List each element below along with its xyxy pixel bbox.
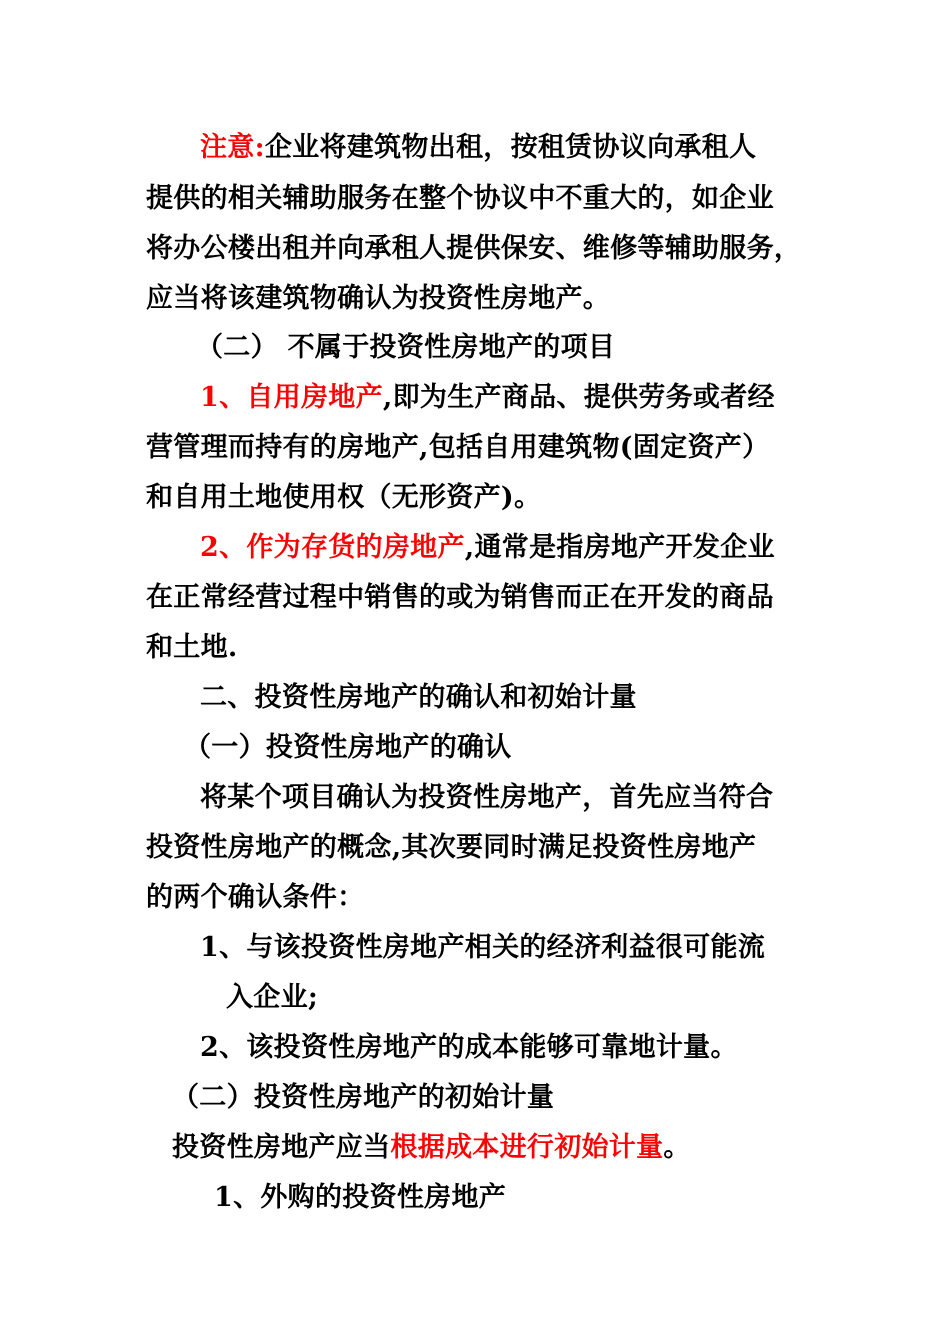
paragraph-text: 在正常经营过程中销售的或为销售而正在开发的商品	[146, 582, 774, 613]
heading-text: 1、外购的投资性房地产	[214, 1182, 507, 1213]
note-line-4	[146, 282, 610, 316]
heading-text: （二） 不属于投资性房地产的项目	[196, 332, 616, 363]
paragraph-text: 入企业;	[226, 982, 319, 1013]
paragraph-text: ,通常是指房地产开发企业	[464, 532, 775, 563]
paragraph-text: 和土地.	[146, 632, 238, 663]
paragraph-text: 投资性房地产应当	[172, 1132, 391, 1163]
section-heading-recognition-measurement	[200, 681, 637, 715]
subsection-heading-recognition	[184, 731, 512, 765]
paragraph-text: 的两个确认条件：	[146, 882, 365, 913]
recognition-line-1	[200, 781, 773, 815]
paragraph-text: 投资性房地产的概念,其次要同时满足投资性房地产	[146, 832, 757, 863]
condition-2	[200, 1031, 738, 1065]
paragraph-text: ,即为生产商品、提供劳务或者经	[382, 382, 775, 413]
item-1-line-1	[200, 381, 775, 415]
paragraph-text: 营管理而持有的房地产,包括自用建筑物(固定资产）	[146, 432, 770, 463]
heading-text: 二、投资性房地产的确认和初始计量	[200, 682, 637, 713]
initial-measurement-line	[172, 1131, 691, 1165]
note-label: 注意:	[200, 132, 265, 163]
paragraph-text: 提供的相关辅助服务在整个协议中不重大的，如企业	[146, 183, 774, 214]
subsection-heading-initial-measurement	[172, 1081, 554, 1115]
recognition-line-2	[146, 831, 756, 865]
item-2-line-1	[200, 531, 775, 565]
item-2-line-2	[146, 581, 774, 615]
condition-1-line-2	[226, 981, 318, 1015]
paragraph-text: 1、与该投资性房地产相关的经济利益很可能流	[200, 932, 766, 963]
note-text: 企业将建筑物出租，按租赁协议向承租人	[264, 132, 757, 163]
item-1-line-3	[146, 481, 541, 515]
item-2-label: 2、作为存货的房地产	[200, 532, 465, 563]
paragraph-text: 。	[663, 1132, 691, 1163]
paragraph-text: 应当将该建筑物确认为投资性房地产。	[146, 283, 611, 314]
item-1-line-2	[146, 431, 769, 465]
cost-basis-highlight: 根据成本进行初始计量	[390, 1132, 664, 1163]
note-line-2	[146, 182, 774, 216]
heading-text: （一）投资性房地产的确认	[184, 732, 512, 763]
paragraph-text: 将办公楼出租并向承租人提供保安、维修等辅助服务，	[146, 233, 802, 264]
item-2-line-3	[146, 631, 238, 665]
paragraph-text: 和自用土地使用权（无形资产)。	[146, 482, 542, 513]
note-line-1	[200, 131, 756, 165]
purchased-property-heading	[214, 1181, 506, 1215]
paragraph-text: 2、该投资性房地产的成本能够可靠地计量。	[200, 1032, 738, 1063]
section-heading-not-investment	[196, 331, 615, 365]
paragraph-text: 将某个项目确认为投资性房地产，首先应当符合	[200, 782, 774, 813]
condition-1-line-1	[200, 931, 765, 965]
note-line-3	[146, 232, 801, 266]
recognition-line-3	[146, 881, 364, 915]
heading-text: （二）投资性房地产的初始计量	[172, 1082, 555, 1113]
item-1-label: 1、自用房地产	[200, 382, 383, 413]
